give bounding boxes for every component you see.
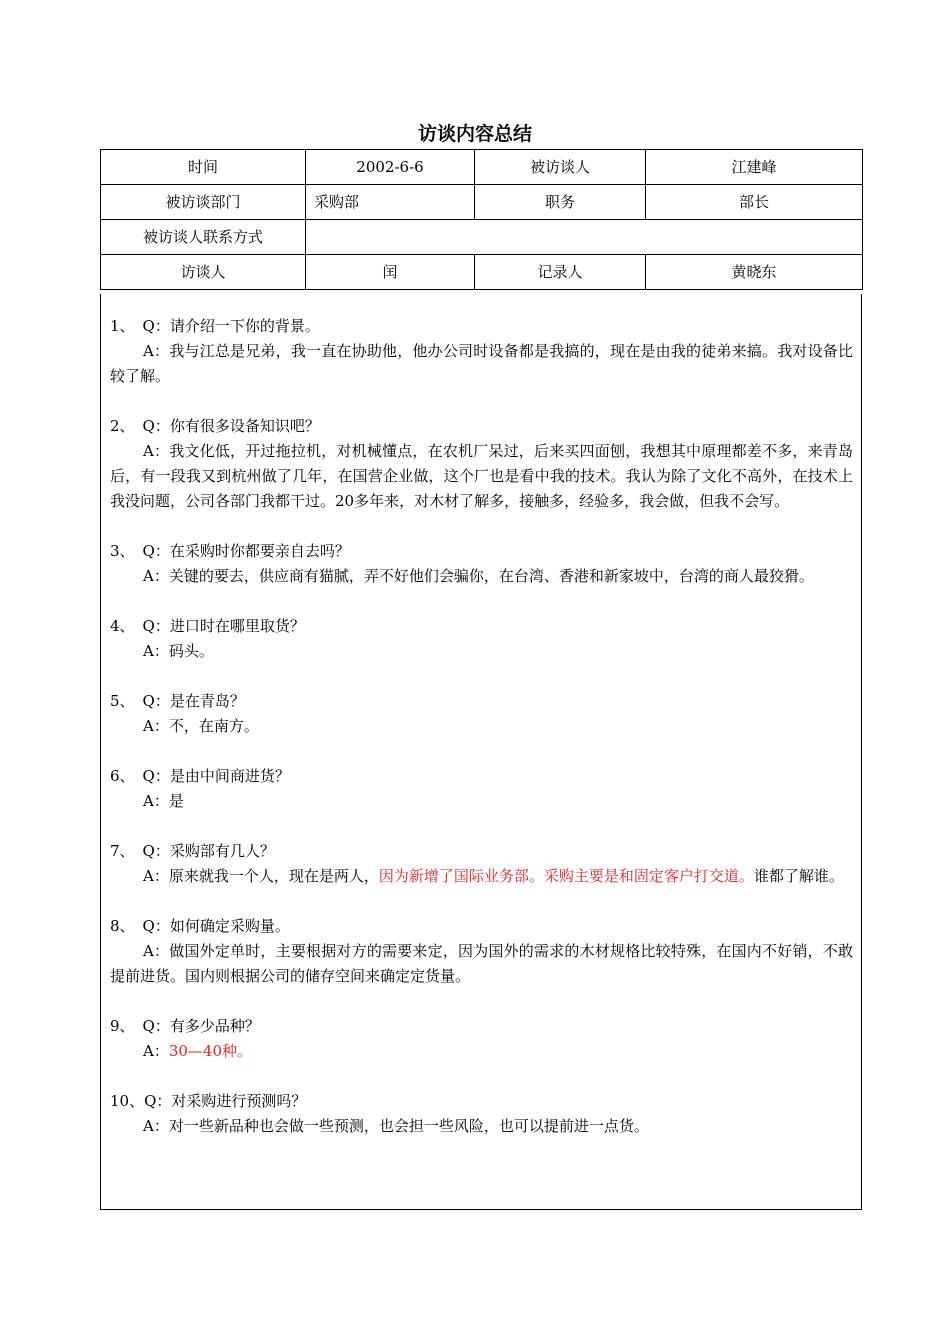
question-number: 6、 [110,767,135,785]
position-value: 部长 [646,185,863,220]
question-number: 10、 [110,1092,145,1110]
qa-item-5 [110,689,853,739]
question-number: 8、 [110,917,135,935]
question [110,764,853,789]
recorder-label: 记录人 [475,255,646,290]
answer-text: A：做国外定单时，主要根据对方的需要来定，因为国外的需求的木材规格比较特殊，在国内不好销，不敢提前进货。国内则根据公司的储存空间来确定定货量。 [110,942,853,985]
question-text: Q：你有很多设备知识吧？ [142,417,320,435]
contact-label: 被访谈人联系方式 [101,220,306,255]
interviewee-value: 江建峰 [646,150,863,185]
interview-content [100,294,862,1210]
qa-item-8 [110,914,853,989]
interviewer-label: 访谈人 [101,255,306,290]
answer-text: A：关键的要去，供应商有猫腻，弄不好他们会骗你，在台湾、香港和新家坡中，台湾的商人最狡猾。 [143,567,814,585]
time-label: 时间 [101,150,306,185]
question-number: 7、 [110,842,135,860]
question [110,914,853,939]
answer-highlight: 30—40种。 [168,1042,253,1060]
question-text: Q：在采购时你都要亲自去吗？ [142,542,350,560]
question-number: 2、 [110,417,135,435]
info-row-contact [101,220,863,255]
info-table [100,149,863,290]
recorder-value: 黄晓东 [646,255,863,290]
question [110,314,853,339]
question-number: 1、 [110,317,135,335]
qa-item-2 [110,414,853,514]
question [110,1014,853,1039]
question-text: Q：是在青岛？ [142,692,245,710]
answer-text [110,864,853,889]
qa-item-1 [110,314,853,389]
qa-item-7 [110,839,853,889]
answer-text: A：是 [143,792,184,810]
answer-text: A：我文化低，开过拖拉机，对机械懂点，在农机厂呆过，后来买四面刨，我想其中原理都差不多，来青岛后，有一段我又到杭州做了几年，在国营企业做，这个厂也是看中我的技术。我认为除了文化不高外，在技术上我没问题，公司各部门我都干过。20多年来，对木材了解多，接触多，经验多，我会做，但我不会写。 [110,442,853,510]
question [110,839,853,864]
question-text: Q：采购部有几人？ [142,842,275,860]
question-text: Q：请介绍一下你的背景。 [142,317,320,335]
question-text: Q：进口时在哪里取货？ [142,617,305,635]
qa-item-4 [110,614,853,664]
qa-item-6 [110,764,853,814]
qa-item-10 [110,1089,853,1139]
dept-label: 被访谈部门 [101,185,306,220]
question [110,1089,853,1114]
time-value: 2002-6-6 [306,150,475,185]
question [110,614,853,639]
answer-highlight: 因为新增了国际业务部。采购主要是和固定客户打交道。 [378,867,754,885]
qa-item-9 [110,1014,853,1064]
question [110,539,853,564]
question-number: 3、 [110,542,135,560]
question-text: Q：如何确定采购量。 [142,917,290,935]
contact-value [306,220,863,255]
interviewee-label: 被访谈人 [475,150,646,185]
answer-text-start: A：原来就我一个人，现在是两人， [143,867,379,885]
question-number: 9、 [110,1017,135,1035]
answer-text-end: 谁都了解谁。 [753,867,844,885]
answer-text: A：不，在南方。 [143,717,259,735]
info-row-interviewer [101,255,863,290]
answer-text: A：对一些新品种也会做一些预测，也会担一些风险，也可以提前进一点货。 [143,1117,649,1135]
question-text: Q：对采购进行预测吗？ [144,1092,307,1110]
question-text: Q：是由中间商进货？ [142,767,290,785]
dept-value: 采购部 [306,185,475,220]
qa-item-3 [110,539,853,589]
document-title: 访谈内容总结 [417,123,532,145]
answer-text: A：我与江总是兄弟，我一直在协助他，他办公司时设备都是我搞的，现在是由我的徒弟来搞。我对设备比较了解。 [110,342,853,385]
question [110,414,853,439]
info-row-time [101,150,863,185]
answer-text-start: A： [143,1042,169,1060]
interviewer-value: 闰 [306,255,475,290]
question [110,689,853,714]
question-text: Q：有多少品种？ [142,1017,260,1035]
position-label: 职务 [475,185,646,220]
question-number: 5、 [110,692,135,710]
answer-text: A：码头。 [143,642,214,660]
info-row-dept [101,185,863,220]
answer-text [110,1039,853,1064]
question-number: 4、 [110,617,135,635]
